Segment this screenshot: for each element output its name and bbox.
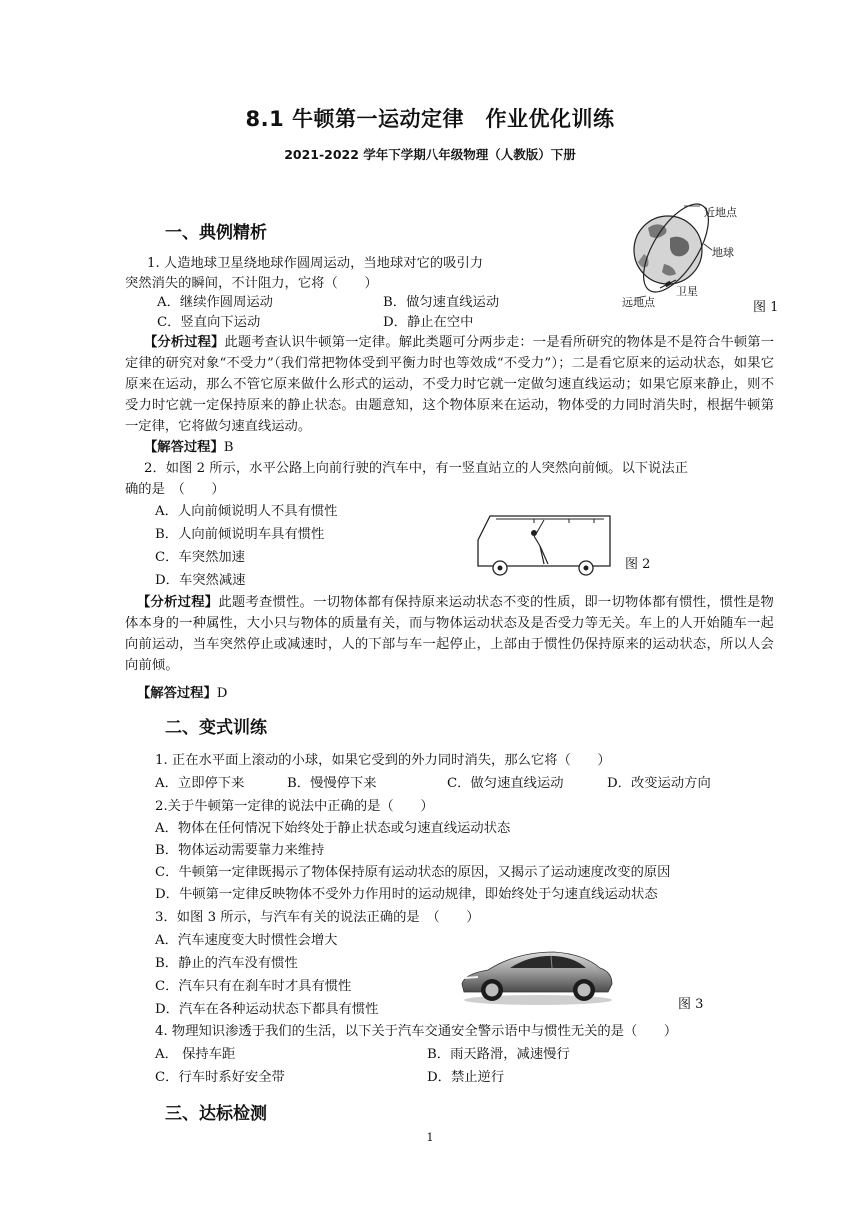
figure-1-caption: 图 1: [753, 300, 779, 315]
q2-option-b: B．人向前倾说明车具有惯性: [155, 527, 325, 542]
s2-q2-stem: 2.关于牛顿第一定律的说法中正确的是（ ）: [155, 799, 434, 814]
s2-q2-option-b: B．物体运动需要靠力来维持: [155, 843, 325, 858]
s2-q4-option-d: D．禁止逆行: [427, 1070, 505, 1085]
s2-q1-option-d: D．改变运动方向: [607, 776, 711, 791]
q1-stem-line2: 突然消失的瞬间，不计阻力，它将（ ）: [125, 276, 378, 291]
s2-q2-option-a: A．物体在任何情况下始终处于静止状态或匀速直线运动状态: [155, 821, 511, 836]
q1-answer-tag: 【解答过程】: [144, 440, 224, 455]
q1-option-c: C．竖直向下运动: [157, 315, 261, 330]
section-heading-assessment: 三、达标检测: [165, 1104, 267, 1124]
figure-3-caption: 图 3: [678, 997, 704, 1012]
q2-answer: [137, 683, 227, 704]
q2-option-d: D．车突然减速: [155, 573, 246, 588]
q1-answer-value: B: [223, 440, 234, 455]
figure-1-label-earth: 地球: [712, 246, 734, 259]
page-subtitle: 2021-2022 学年下学期八年级物理（人教版）下册: [284, 147, 576, 162]
s2-q1-stem: 1. 正在水平面上滚动的小球，如果它受到的外力同时消失，那么它将（ ）: [155, 753, 611, 768]
figure-1-label-satellite: 卫星: [676, 285, 698, 298]
s2-q1-option-c: C．做匀速直线运动: [447, 776, 564, 791]
s2-q4-option-b: B．雨天路滑，减速慢行: [427, 1047, 570, 1062]
figure-1-label-perigee: 近地点: [704, 206, 737, 219]
q2-option-c: C．车突然加速: [155, 550, 245, 565]
s2-q2-option-c: C．牛顿第一定律既揭示了物体保持原有运动状态的原因，又揭示了运动速度改变的原因: [155, 865, 671, 880]
section-heading-examples: 一、典例精析: [165, 223, 267, 243]
s2-q1-option-b: B．慢慢停下来: [287, 776, 377, 791]
q2-analysis: [125, 592, 774, 676]
s2-q4-option-c: C．行车时系好安全带: [155, 1070, 285, 1085]
s2-q3-option-d: D．汽车在各种运动状态下都具有惯性: [155, 1002, 379, 1017]
q2-answer-tag: 【解答过程】: [137, 686, 217, 701]
q2-stem-line1: 2．如图 2 所示，水平公路上向前行驶的汽车中，有一竖直站立的人突然向前倾。以下说法正: [144, 461, 688, 476]
page-title: 8.1 牛顿第一运动定律 作业优化训练: [245, 107, 615, 131]
q1-analysis-text: 此题考查认识牛顿第一定律。解此类题可分两步走：一是看所研究的物体是不是符合牛顿第一定律的研究对象“不受力”（我们常把物体受到平衡力时也等效成“不受力”）；二是看它原来的运动状态，如果它原来在运动，那么不管它原来做什么形式的运动，不受力时它就一定做匀速直线运动；如果它原来静止，则不受力时它就一定保持原来的静止状态。由题意知，这个物体原来在运动，物体受的力同时消失时，根据牛顿第一定律，它将做匀速直线运动。: [125, 335, 775, 434]
s2-q3-option-a: A．汽车速度变大时惯性会增大: [155, 933, 338, 948]
s2-q4-option-a: A． 保持车距: [155, 1047, 236, 1062]
page-number: 1: [426, 1131, 434, 1144]
q1-answer: [144, 437, 234, 458]
q1-option-a: A．继续作圆周运动: [157, 295, 273, 310]
s2-q4-stem: 4. 物理知识渗透于我们的生活，以下关于汽车交通安全警示语中与惯性无关的是（ ）: [155, 1024, 678, 1039]
s2-q3-stem: 3．如图 3 所示，与汽车有关的说法正确的是 （ ）: [155, 910, 480, 925]
figure-2-caption: 图 2: [625, 557, 651, 572]
s2-q3-option-c: C．汽车只有在刹车时才具有惯性: [155, 979, 352, 994]
s2-q1-option-a: A．立即停下来: [155, 776, 245, 791]
q2-option-a: A．人向前倾说明人不具有惯性: [155, 504, 338, 519]
q1-option-b: B．做匀速直线运动: [383, 295, 500, 310]
q1-analysis: [125, 332, 774, 437]
q2-analysis-text: 此题考查惯性。一切物体都有保持原来运动状态不变的性质，即一切物体都有惯性，惯性是物体本身的一种属性，大小只与物体的质量有关，而与物体运动状态及是否受力等无关。车上的人开始随车一起向前运动，当车突然停止或减速时，人的下部与车一起停止，上部由于惯性仍保持原来的运动状态，所以人会向前倾。: [125, 595, 774, 673]
figure-1-label-apogee: 远地点: [622, 296, 655, 309]
q1-stem-line1: 1. 人造地球卫星绕地球作圆周运动，当地球对它的吸引力: [147, 256, 484, 271]
figure-3-sports-car: [458, 944, 616, 1008]
q2-answer-value: D: [216, 686, 228, 701]
s2-q2-option-d: D．牛顿第一定律反映物体不受外力作用时的运动规律，即始终处于匀速直线运动状态: [155, 887, 658, 902]
q1-analysis-tag: 【分析过程】: [144, 335, 225, 350]
q2-analysis-tag: 【分析过程】: [137, 595, 219, 610]
section-heading-variant-training: 二、变式训练: [165, 718, 267, 738]
q2-stem-line2: 确的是 （ ）: [125, 482, 225, 497]
figure-2-bus-diagram: [474, 504, 616, 582]
figure-1-satellite-orbit: [608, 198, 758, 310]
s2-q3-option-b: B．静止的汽车没有惯性: [155, 956, 298, 971]
q1-option-d: D．静止在空中: [383, 315, 474, 330]
